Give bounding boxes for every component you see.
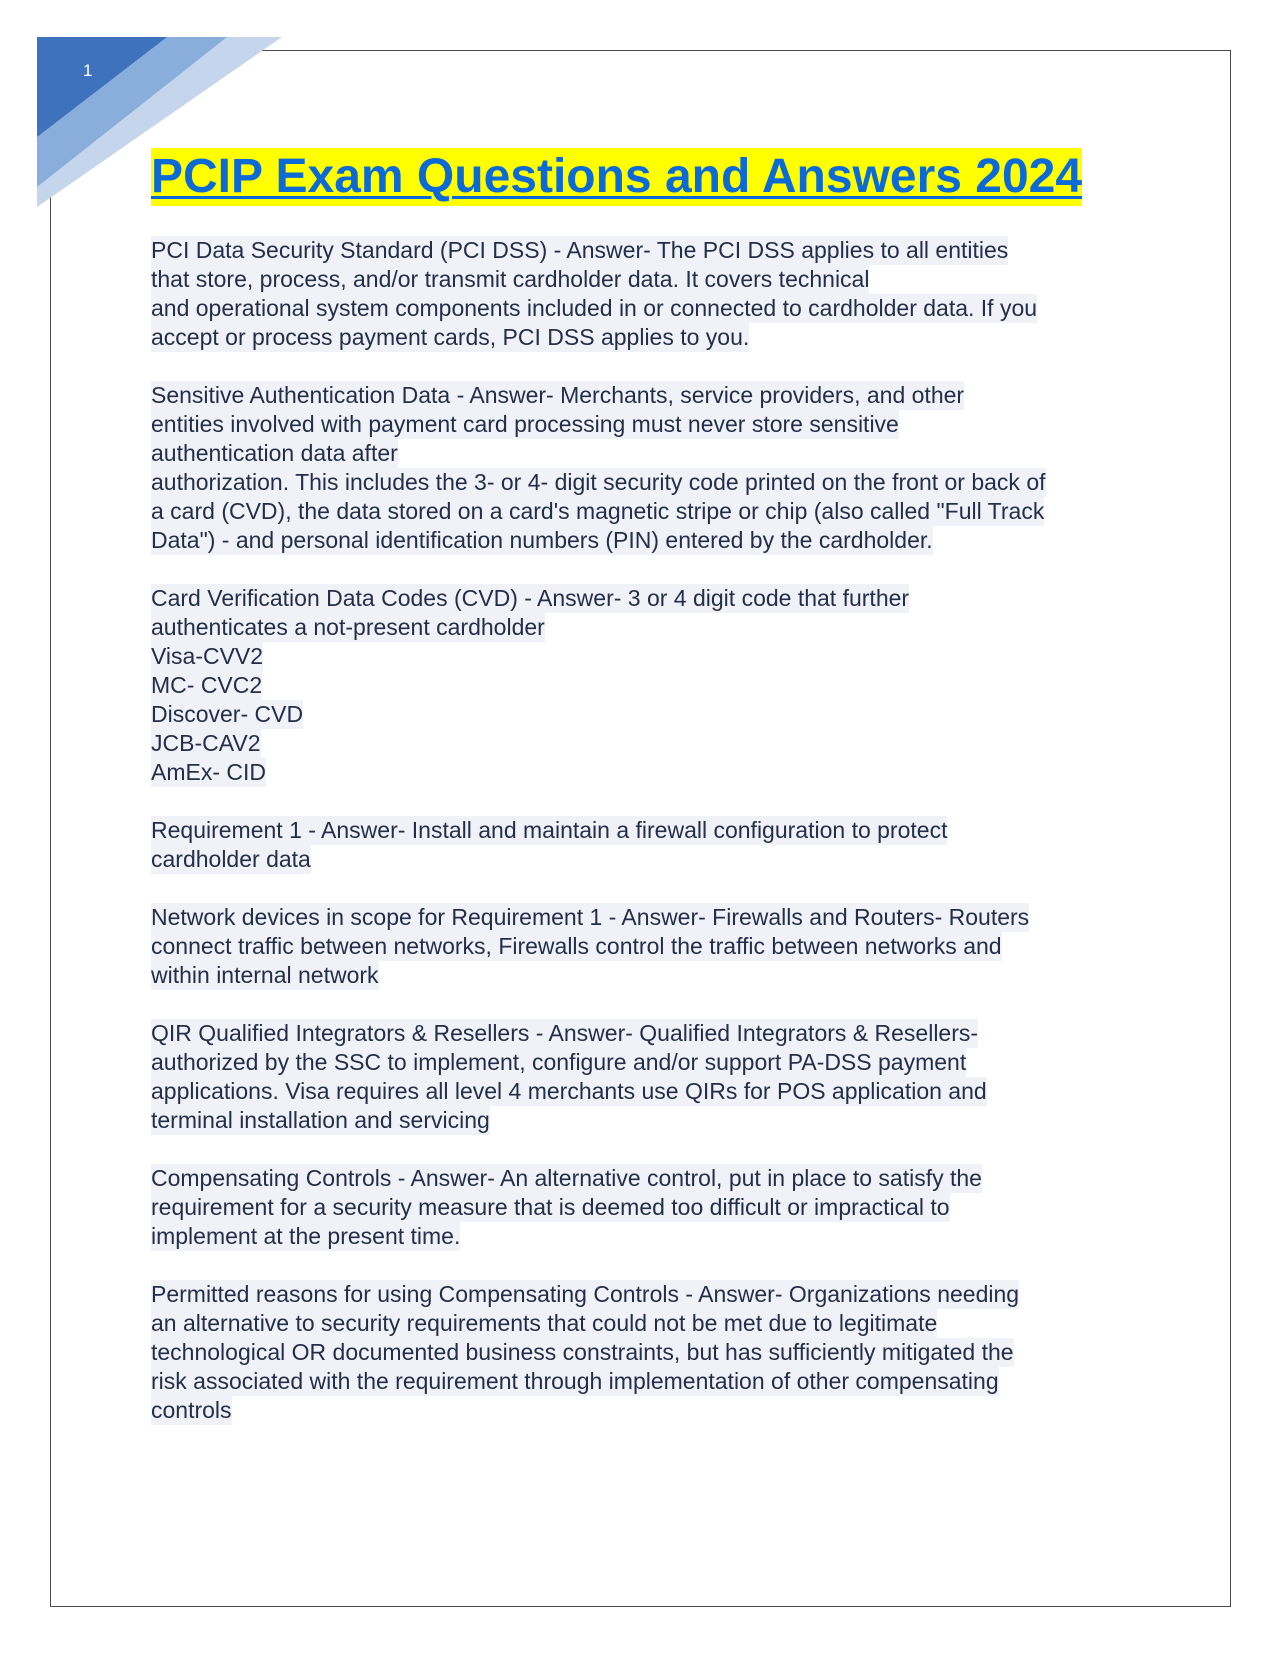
qa-line: authorization. This includes the 3- or 4- digit security code printed on the front or back of	[151, 469, 1046, 495]
qa-line: an alternative to security requirements that could not be met due to legitimate	[151, 1310, 938, 1336]
qa-line: applications. Visa requires all level 4 merchants use QIRs for POS application and	[151, 1078, 987, 1104]
qa-line: controls	[151, 1397, 232, 1423]
qa-line: Permitted reasons for using Compensating Controls - Answer- Organizations needing	[151, 1281, 1020, 1307]
qa-line: terminal installation and servicing	[151, 1107, 490, 1133]
qa-line: JCB-CAV2	[151, 730, 261, 756]
qa-line: Visa-CVV2	[151, 643, 264, 669]
qa-list	[151, 236, 1151, 1425]
qa-line: PCI Data Security Standard (PCI DSS) - Answer- The PCI DSS applies to all entities	[151, 237, 1009, 263]
qa-item	[151, 236, 1151, 352]
qa-line: Compensating Controls - Answer- An alternative control, put in place to satisfy the	[151, 1165, 982, 1191]
qa-line: Requirement 1 - Answer- Install and maintain a firewall configuration to protect	[151, 817, 948, 843]
document-body	[151, 148, 1151, 1454]
qa-line: Data") - and personal identification numbers (PIN) entered by the cardholder.	[151, 527, 933, 553]
qa-line: Discover- CVD	[151, 701, 304, 727]
qa-item	[151, 381, 1151, 555]
qa-line: AmEx- CID	[151, 759, 266, 785]
qa-line: cardholder data	[151, 846, 311, 872]
qa-line: that store, process, and/or transmit cardholder data. It covers technical	[151, 266, 870, 292]
qa-line: requirement for a security measure that is deemed too difficult or impractical to	[151, 1194, 950, 1220]
qa-item	[151, 1280, 1151, 1425]
qa-line: Card Verification Data Codes (CVD) - Answer- 3 or 4 digit code that further	[151, 585, 910, 611]
qa-line: authorized by the SSC to implement, configure and/or support PA-DSS payment	[151, 1049, 967, 1075]
qa-line: within internal network	[151, 962, 379, 988]
qa-line: Network devices in scope for Requirement 1 - Answer- Firewalls and Routers- Routers	[151, 904, 1030, 930]
qa-line: accept or process payment cards, PCI DSS applies to you.	[151, 324, 750, 350]
qa-item	[151, 584, 1151, 787]
qa-line: MC- CVC2	[151, 672, 263, 698]
qa-line: a card (CVD), the data stored on a card's magnetic stripe or chip (also called "Full Track	[151, 498, 1045, 524]
qa-line: technological OR documented business constraints, but has sufficiently mitigated the	[151, 1339, 1014, 1365]
qa-item	[151, 1019, 1151, 1135]
qa-line: entities involved with payment card processing must never store sensitive	[151, 411, 899, 437]
document-title: PCIP Exam Questions and Answers 2024	[151, 148, 1082, 206]
qa-line: Sensitive Authentication Data - Answer- Merchants, service providers, and other	[151, 382, 965, 408]
page-number: 1	[83, 61, 93, 80]
qa-item	[151, 903, 1151, 990]
qa-item	[151, 1164, 1151, 1251]
qa-line: authenticates a not-present cardholder	[151, 614, 545, 640]
qa-line: connect traffic between networks, Firewalls control the traffic between networks and	[151, 933, 1002, 959]
qa-line: implement at the present time.	[151, 1223, 461, 1249]
qa-item	[151, 816, 1151, 874]
qa-line: risk associated with the requirement through implementation of other compensating	[151, 1368, 999, 1394]
qa-line: and operational system components included in or connected to cardholder data. If you	[151, 295, 1038, 321]
qa-line: authentication data after	[151, 440, 398, 466]
qa-line: QIR Qualified Integrators & Resellers - Answer- Qualified Integrators & Resellers-	[151, 1020, 979, 1046]
